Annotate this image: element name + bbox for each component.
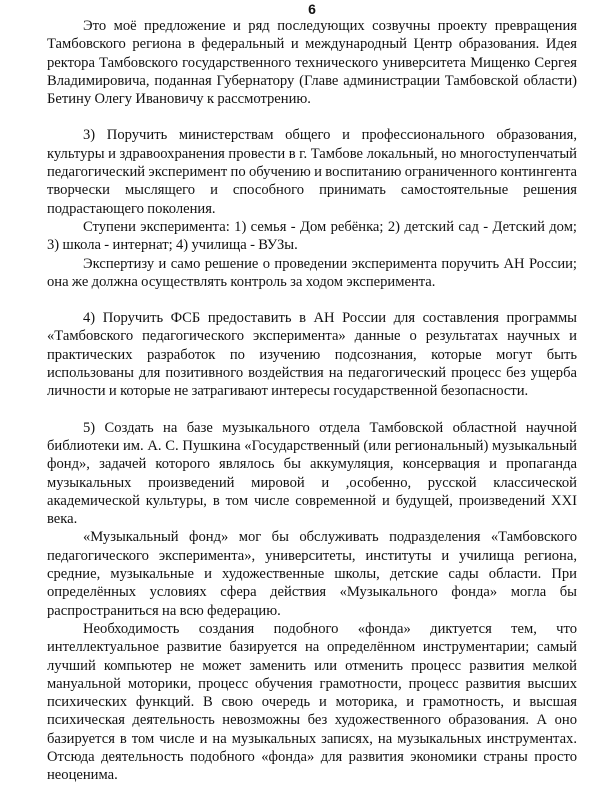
paragraph-item-4: 4) Поручить ФСБ предоставить в АН России для составления программы «Тамбовского педагогического эксперимента» данные о результатах научных и практических разработок по изучению подсознания, которые могут быть использованы для позитивного воздействия на педагогический процесс без ущерба личности и которые не затрагивают интересы государственной безопасности. xyxy=(47,310,577,400)
page-number: 6 xyxy=(308,1,316,17)
paragraph-item-3: 3) Поручить министерствам общего и профессионального образования, культуры и здравоохранения провести в г. Тамбове локальный, но многоступенчатый педагогический эксперимент по обучению и воспитанию ограниченного контингента творчески мыслящего и способного принимать самостоятельные решения подрастающего поколения. xyxy=(47,127,578,217)
paragraph-item-5: 5) Создать на базе музыкального отдела Тамбовской областной научной библиотеки им. А. С. Пушкина «Государственный (или региональный) музыкальный фонд», задачей которого являлось бы аккумуляция, консервация и пропаганда музыкальных произведений мировой и ,особенно, русской классической академической культуры, в том числе современной и будущей, произведений XXI века. xyxy=(47,419,577,528)
paragraph-intro: Это моё предложение и ряд последующих созвучны проекту превращения Тамбовского региона в федеральный и международный Центр образования. Идея ректора Тамбовского государственного технического университета Мищенко Сергея Владимировича, поданная Губернатору (Главе администрации Тамбовской области) Бетину Олегу Ивановичу к рассмотрению. xyxy=(47,18,577,108)
paragraph-experiment-stages: Ступени эксперимента: 1) семья - Дом ребёнка; 2) детский сад - Детский дом; 3) школа - интернат; 4) училища - ВУЗы. xyxy=(47,218,577,254)
paragraph-music-fund: «Музыкальный фонд» мог бы обслуживать подразделения «Тамбовского педагогического эксперимента», университеты, институты и училища региона, средние, музыкальные и художественные школы, детские сады области. При определённых условиях сфера действия «Музыкального фонда» могла бы распространиться на всю федерацию. xyxy=(47,529,577,619)
paragraph-fund-necessity: Необходимость создания подобного «фонда» диктуется тем, что интеллектуальное развитие базируется на определённом инструментарии; самый лучший компьютер не может заменить или отменить процесс развития мелкой мануальной моторики, процесс обучения грамотности, процесс развития высших психических функций. В свою очередь и моторика, и грамотность, и высшая психическая деятельность невозможны без художественного образования. А оно базируется в том числе и на музыкальных записях, на музыкальных инструментах. Отсюда деятельность подобного «фонда» для развития экономики страны просто неоценима. xyxy=(47,620,577,784)
paragraph-expertise: Экспертизу и само решение о проведении эксперимента поручить АН России; она же должна осуществлять контроль за ходом эксперимента. xyxy=(47,255,577,290)
